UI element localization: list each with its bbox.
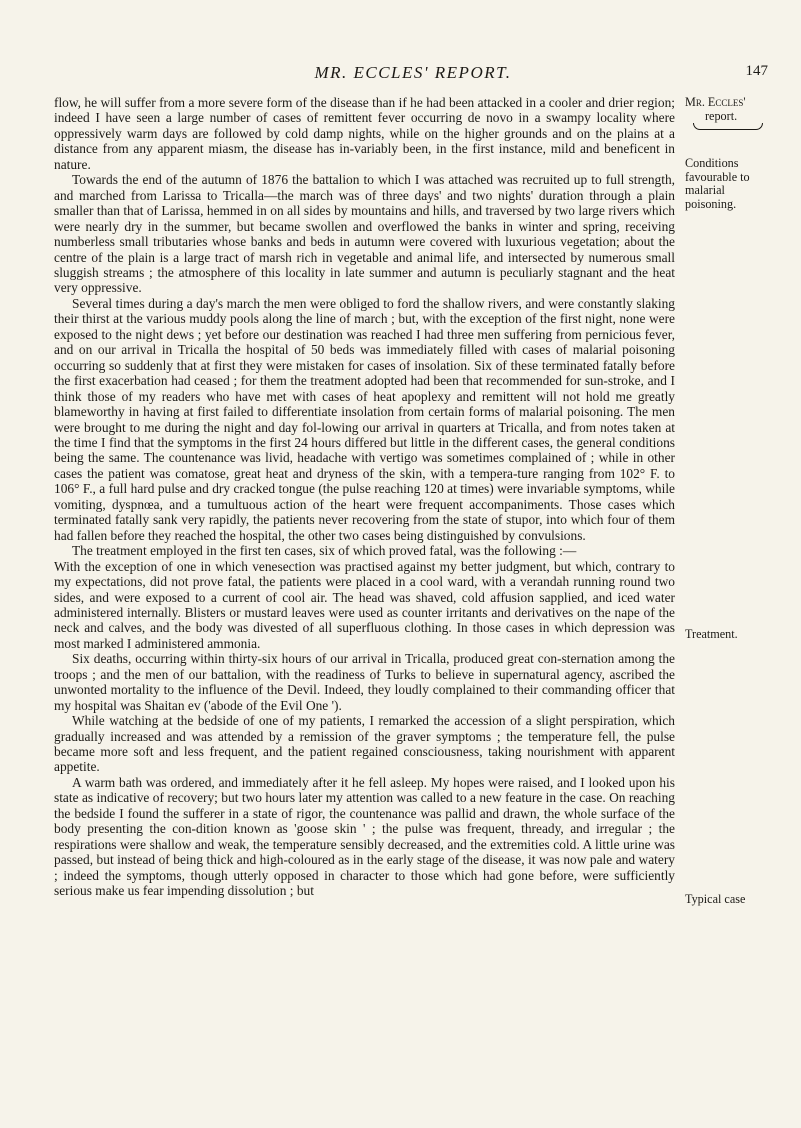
margin-note-conditions [685,157,797,211]
margin-note-conditions-line2: favourable to [685,169,750,184]
paragraph: A warm bath was ordered, and immediately after it he fell asleep. My hopes were raised, and I looked upon his state as indicative of recovery; but two hours later my attention was called to a new feature in the case. On reaching the bedside I found the sufferer in a state of rigor, the countenance was pallid and drawn, the whole surface of the body presenting the con-dition known as 'goose skin ' ; the pulse was frequent, thready, and irregular ; the respirations were shallow and weak, the temperature sensibly decreased, and the extremities cold. A little urine was passed, but instead of being thick and high-coloured as in the early stage of the disease, it was now pale and watery ; indeed the symptoms, though utterly opposed in character to those which had gone before, were sufficiently serious make us fear impending dissolution ; but [54,774,675,899]
page-header [58,63,768,93]
body-text [54,95,675,899]
paragraph: Towards the end of the autumn of 1876 the battalion to which I was attached was recruited up to full strength, and marched from Larissa to Tricalla—the march was of three days' and two nights' duration through a plain smaller than that of Larissa, hemmed in on all sides by mountains and hills, and traversed by two large rivers which were nearly dry in the summer, but became swollen and overflowed the banks in winter and spring, receiving numberless small tributaries whose banks and beds in autumn were covered with luxurious vegetation; about the centre of the plain is a large tract of marsh rich in vegetable and animal life, and intersected by numerous small sluggish streams ; the atmosphere of this locality in late summer and autumn is peculiarly stagnant and the heat very oppressive. [54,172,675,296]
paragraph: While watching at the bedside of one of my patients, I remarked the accession of a slight perspiration, which gradually increased and was attended by a remission of the graver symptoms ; the temperature fell, the pulse became more soft and less frequent, and the patient regained consciousness, taking nourishment with apparent appetite. [54,713,675,775]
margin-note-conditions-line3: malarial [685,183,725,198]
paragraph: The treatment employed in the first ten cases, six of which proved fatal, was the following :— [72,543,577,559]
paragraph: Six deaths, occurring within thirty-six hours of our arrival in Tricalla, produced great con-sternation among the troops ; and the men of our battalion, with the readiness of Turks to believe in supernatural agency, ascribed the unwonted mortality to the influence of the Devil. Indeed, they loudly complained to their commanding officer that my hospital was Shaitan ev ('abode of the Evil One '). [54,651,675,713]
margin-note-report [685,96,797,130]
margin-note-conditions-line1: Conditions [685,156,739,170]
brace-mark [693,123,763,130]
paragraph: With the exception of one in which venesection was practised against my better judgment, but which, contrary to my expectations, did not prove fatal, the patients were placed in a cool ward, with a verandah running round two sides, and were exposed to a current of cool air. The head was shaved, cold affusion sapplied, and iced water administered internally. Blisters or mustard leaves were used as counter irritants and derivatives on the nape of the neck and calves, and the body was divested of all superfluous clothing. In those cases in which depression was most marked I administered ammonia. [54,558,675,651]
margin-note-conditions-line4: poisoning. [685,196,737,211]
margin-note-report-line1: Mr. Eccles' [685,95,746,109]
paragraph: Several times during a day's march the men were obliged to ford the shallow rivers, and were constantly slaking their thirst at the various muddy pools along the line of march ; but, with the exception of the first night, none were exposed to the night dews ; yet before our destination was reached I had three men suffering from pernicious fever, and on our arrival in Tricalla the hospital of 50 beds was immediately filled with cases of malarial poisoning occurring so suddenly that at first they were mistaken for cases of insolation. Six of these terminated fatally before the first exacerbation had ceased ; for them the treatment adopted had been that recommended for sun-stroke, and I think those of my readers who have met with cases of heat apoplexy and remittent will not hold me greatly blameworthy in having at first failed to differentiate insolation from certain forms of malarial poisoning. The men were brought to me during the night and day fol-lowing our arrival in quarters at Tricalla, and from notes taken at the time I find that the symptoms in the first 24 hours differed but little in the different cases, the general conditions being the same. The countenance was livid, headache with vertigo was sometimes complained of ; while in other cases the patient was comatose, great heat and dryness of the skin, with a tempera-ture ranging from 102° F. to 106° F., a full hard pulse and dry cracked tongue (the pulse reaching 120 at times) were invariable symptoms, while vomiting, dyspnœa, and a tumultuous action of the heart were frequent accompaniments. Those cases which terminated fatally sank very rapidly, the patients never recovering from the state of stupor, into which four of them had fallen before they reached the hospital, the other two cases being distinguished by convulsions. [54,295,675,543]
paragraph: flow, he will suffer from a more severe form of the disease than if he had been attacked in a cooler and drier region; indeed I have seen a large number of cases of remittent fever occurring de novo in a swampy locality where oppressively warm days are followed by cold damp nights, while on the higher grounds and on the plains at a distance from any apparent miasm, the disease has in-variably been, in the first instance, mild and beneficent in nature. [54,95,675,172]
running-head: MR. ECCLES' REPORT. [314,63,512,82]
margin-note-typical-case: Typical case [685,892,746,906]
page-number: 147 [745,63,768,79]
margin-note-treatment: Treatment. [685,627,738,641]
margin-note-report-line2: report. [705,108,738,123]
